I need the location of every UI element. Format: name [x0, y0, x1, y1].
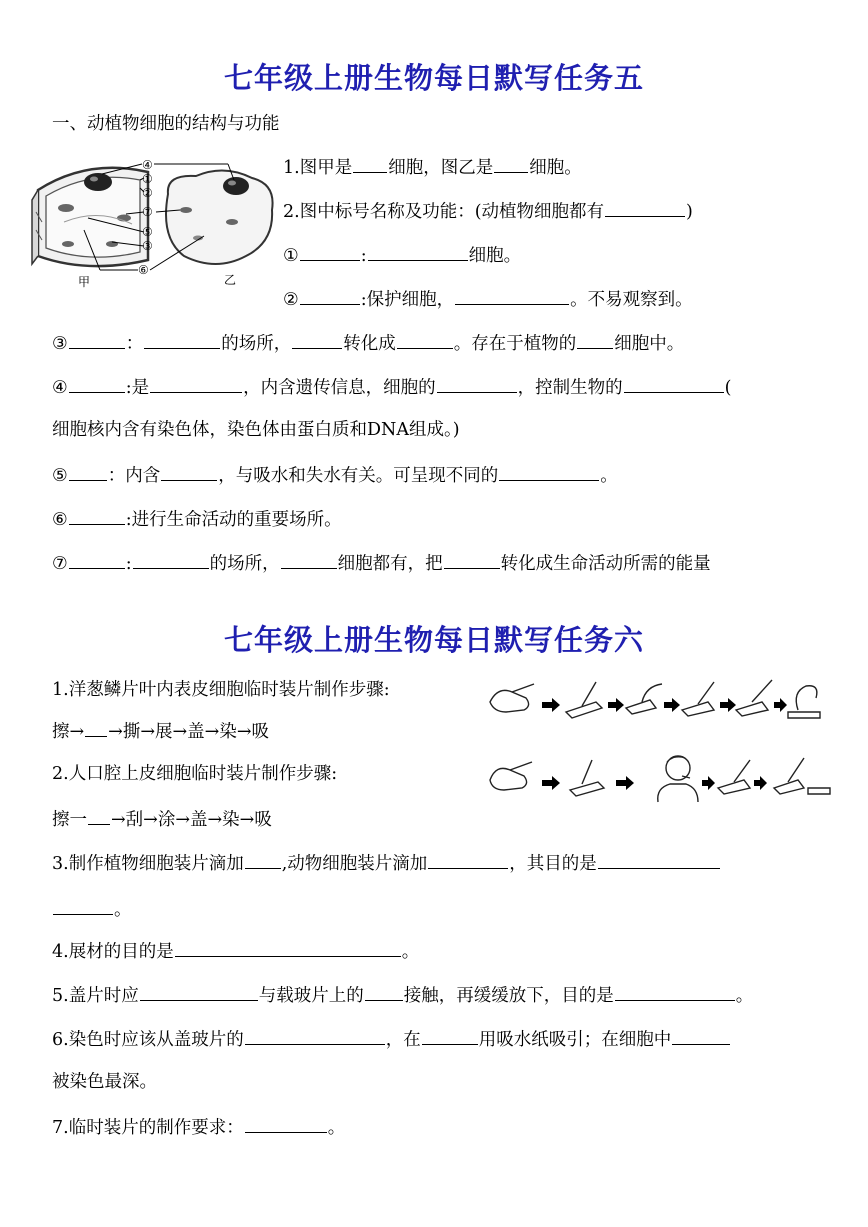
- question-4: 4.展材的目的是 。: [52, 938, 419, 964]
- answer-blank[interactable]: [444, 550, 500, 569]
- cheek-cell-steps-illustration: [486, 748, 832, 804]
- answer-blank[interactable]: [281, 550, 337, 569]
- item-7: ⑦ : 的场所， 细胞都有，把 转化成生命活动所需的能量: [52, 550, 711, 576]
- plant-cell-figure: [32, 168, 148, 266]
- answer-blank[interactable]: [69, 374, 125, 393]
- answer-blank[interactable]: [605, 198, 685, 217]
- answer-blank[interactable]: [175, 938, 401, 957]
- answer-blank[interactable]: [245, 850, 281, 869]
- answer-blank[interactable]: [161, 462, 217, 481]
- answer-blank[interactable]: [353, 154, 387, 173]
- answer-blank[interactable]: [577, 330, 613, 349]
- page-title-task-6: 七年级上册生物每日默写任务六: [223, 623, 644, 657]
- answer-blank[interactable]: [245, 1114, 327, 1133]
- item-3: ③ ： 的场所， 转化成 。存在于植物的 细胞中。: [52, 330, 684, 356]
- cell-diagram: [28, 152, 278, 292]
- item-1: ① : 细胞。: [283, 242, 521, 268]
- caption-yi: 乙: [224, 273, 237, 287]
- answer-blank[interactable]: [245, 1026, 385, 1045]
- answer-blank[interactable]: [397, 330, 453, 349]
- label-6: ⑥: [138, 263, 149, 277]
- answer-blank[interactable]: [150, 374, 242, 393]
- answer-blank[interactable]: [300, 286, 360, 305]
- answer-blank[interactable]: [428, 850, 508, 869]
- answer-blank[interactable]: [85, 718, 107, 737]
- answer-blank[interactable]: [88, 806, 110, 825]
- label-4: ④: [142, 158, 153, 172]
- label-1: ①: [142, 172, 153, 186]
- answer-blank[interactable]: [624, 374, 724, 393]
- answer-blank[interactable]: [598, 850, 720, 869]
- answer-blank[interactable]: [615, 982, 735, 1001]
- answer-blank[interactable]: [672, 1026, 730, 1045]
- label-5: ⑤: [142, 225, 153, 239]
- answer-blank[interactable]: [300, 242, 360, 261]
- label-3: ③: [142, 239, 153, 253]
- step-question-2-sequence: 擦一 →刮→涂→盖→染→吸: [52, 806, 272, 832]
- question-3: 3.制作植物细胞装片滴加 ,动物细胞装片滴加 ，其目的是: [52, 850, 721, 876]
- item-4: ④ :是 ，内含遗传信息，细胞的 ，控制生物的 (: [52, 374, 731, 400]
- label-2: ②: [142, 186, 153, 200]
- item-4-continued: 细胞核内含有染色体，染色体由蛋白质和DNA组成。): [52, 420, 460, 440]
- answer-blank[interactable]: [368, 242, 468, 261]
- answer-blank[interactable]: [494, 154, 528, 173]
- step-question-2-title: 2.人口腔上皮细胞临时装片制作步骤:: [52, 764, 338, 784]
- label-7: ⑦: [142, 205, 153, 219]
- answer-blank[interactable]: [140, 982, 258, 1001]
- item-5: ⑤ ：内含 ，与吸水和失水有关。可呈现不同的 。: [52, 462, 618, 488]
- step-question-1-title: 1.洋葱鳞片叶内表皮细胞临时装片制作步骤:: [52, 680, 390, 700]
- answer-blank[interactable]: [499, 462, 599, 481]
- answer-blank[interactable]: [69, 330, 125, 349]
- question-1: 1.图甲是 细胞，图乙是 细胞。: [283, 154, 582, 180]
- onion-steps-illustration: [486, 672, 832, 726]
- item-6: ⑥ :进行生命活动的重要场所。: [52, 506, 342, 532]
- page-title-task-5: 七年级上册生物每日默写任务五: [223, 61, 644, 95]
- question-6-continued: 被染色最深。: [52, 1072, 157, 1092]
- question-3-continued: 。: [52, 896, 132, 922]
- step-question-1-sequence: 擦→ →撕→展→盖→染→吸: [52, 718, 269, 744]
- answer-blank[interactable]: [455, 286, 569, 305]
- answer-blank[interactable]: [69, 506, 125, 525]
- question-5: 5.盖片时应 与载玻片上的 接触，再缓缓放下，目的是 。: [52, 982, 753, 1008]
- item-2: ② :保护细胞， 。不易观察到。: [283, 286, 693, 312]
- answer-blank[interactable]: [422, 1026, 478, 1045]
- answer-blank[interactable]: [437, 374, 517, 393]
- question-6: 6.染色时应该从盖玻片的 ，在 用吸水纸吸引；在细胞中: [52, 1026, 731, 1052]
- answer-blank[interactable]: [69, 550, 125, 569]
- answer-blank[interactable]: [292, 330, 342, 349]
- answer-blank[interactable]: [365, 982, 403, 1001]
- answer-blank[interactable]: [144, 330, 220, 349]
- answer-blank[interactable]: [133, 550, 209, 569]
- question-2: 2.图中标号名称及功能：(动植物细胞都有 ): [283, 198, 693, 224]
- caption-jia: 甲: [78, 275, 91, 289]
- answer-blank[interactable]: [69, 462, 107, 481]
- question-7: 7.临时装片的制作要求： 。: [52, 1114, 345, 1140]
- answer-blank[interactable]: [53, 896, 113, 915]
- section-heading: 一、动植物细胞的结构与功能: [52, 114, 280, 134]
